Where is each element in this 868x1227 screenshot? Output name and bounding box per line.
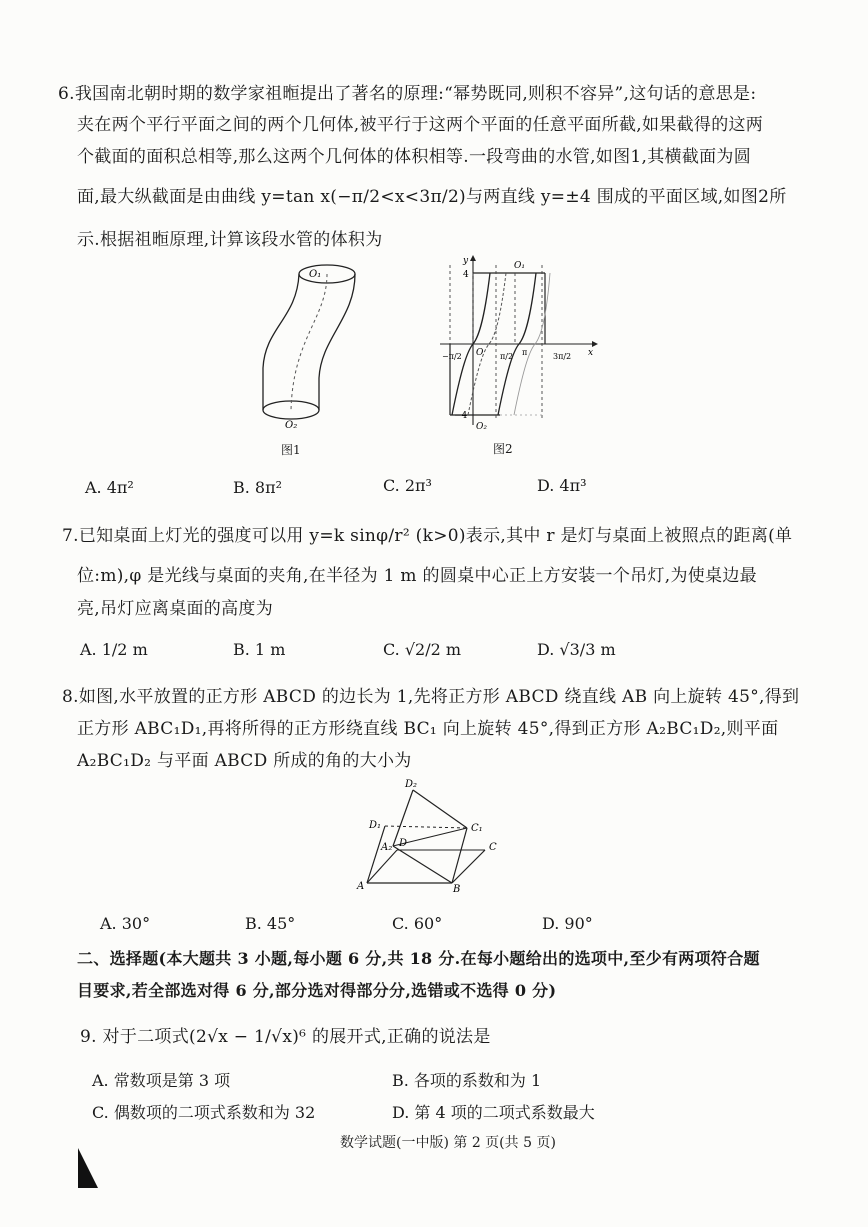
q6-line-2: 夹在两个平行平面之间的两个几何体,被平行于这两个平面的任意平面所截,如果截得的这两 [77,115,764,135]
q8-line-2: 正方形 ABC₁D₁,再将所得的正方形绕直线 BC₁ 向上旋转 45°,得到正方形 A₂BC₁D₂,则平面 [77,719,779,739]
q8-label-c: C [489,842,497,853]
fig1-caption: 图1 [281,443,301,457]
q6-line-5: 示.根据祖暅原理,计算该段水管的体积为 [77,230,383,250]
fig2-x-axis-label: x [588,348,594,358]
fig2-o2-label: O₂ [476,422,487,432]
q8-label-d2: D₂ [405,779,418,790]
fig2-origin-label: O [476,348,484,358]
q8-label-d1: D₁ [369,820,382,831]
q8-option-a: A. 30° [100,914,151,933]
q8-figure [355,778,525,898]
q7-line-2: 位:m),φ 是光线与桌面的夹角,在半径为 1 m 的圆桌中心正上方安装一个吊灯,为使桌边最 [77,566,757,586]
q9-option-d: D. 第 4 项的二项式系数最大 [392,1103,595,1122]
q8-label-d: D [399,838,408,849]
q6-figure-1 [245,258,375,448]
fig2-half-pi-label: π/2 [500,352,514,361]
corner-mark [78,1148,98,1188]
fig2-pi-label: π [522,348,528,357]
fig2-y-top-label: 4 [463,270,469,280]
q6-option-c: C. 2π³ [383,476,432,495]
q8-line-3: A₂BC₁D₂ 与平面 ABCD 所成的角的大小为 [77,751,412,771]
fig2-three-half-pi-label: 3π/2 [553,352,572,361]
q7-option-d: D. √3/3 m [537,640,616,659]
fig2-y-axis-label: y [463,256,469,266]
fig2-caption: 图2 [493,442,513,456]
fig2-o1-label: O₁ [514,261,525,271]
q8-option-d: D. 90° [542,914,593,933]
fig1-label-top: O₁ [309,269,322,280]
q8-option-c: C. 60° [392,914,443,933]
q7-line-1: 7.已知桌面上灯光的强度可以用 y=k sinφ/r² (k>0)表示,其中 r 是灯与桌面上被照点的距离(单 [62,526,793,546]
q6-figure-2 [430,255,600,435]
fig2-y-bottom-label: −4 [454,411,468,421]
q9-option-b: B. 各项的系数和为 1 [392,1071,542,1090]
page-footer: 数学试题(一中版) 第 2 页(共 5 页) [340,1135,556,1151]
q8-label-a: A [357,881,365,892]
section2-line-2: 目要求,若全部选对得 6 分,部分选对得部分分,选错或不选得 0 分) [77,981,557,1000]
q8-option-b: B. 45° [245,914,296,933]
q9-option-a: A. 常数项是第 3 项 [92,1071,231,1090]
q8-label-a2: A₂ [381,842,393,853]
q8-label-c1: C₁ [471,823,483,834]
fig2-neg-half-pi-label: −π/2 [442,352,462,361]
q6-line-3: 个截面的面积总相等,那么这两个几何体的体积相等.一段弯曲的水管,如图1,其横截面为圆 [77,147,752,167]
q7-option-a: A. 1/2 m [80,640,148,659]
q6-option-a: A. 4π² [85,478,134,497]
q9-stem: 9. 对于二项式(2√x − 1/√x)⁶ 的展开式,正确的说法是 [80,1027,491,1047]
q9-option-c: C. 偶数项的二项式系数和为 32 [92,1103,316,1122]
q7-option-b: B. 1 m [233,640,286,659]
fig1-label-bottom: O₂ [285,420,298,431]
q7-line-3: 亮,吊灯应离桌面的高度为 [77,599,274,619]
q6-line-4: 面,最大纵截面是由曲线 y=tan x(−π/2<x<3π/2)与两直线 y=±4 围成的平面区域,如图2所 [77,187,787,207]
q8-label-b: B [453,884,461,895]
q7-option-c: C. √2/2 m [383,640,462,659]
q6-option-d: D. 4π³ [537,476,587,495]
section2-line-1: 二、选择题(本大题共 3 小题,每小题 6 分,共 18 分.在每小题给出的选项中,至少有两项符合题 [77,949,760,968]
q8-line-1: 8.如图,水平放置的正方形 ABCD 的边长为 1,先将正方形 ABCD 绕直线 AB 向上旋转 45°,得到 [62,687,800,707]
q6-line-1: 6.我国南北朝时期的数学家祖暅提出了著名的原理:“幂势既同,则积不容异”,这句话的意思是: [58,84,757,104]
q6-option-b: B. 8π² [233,478,283,497]
